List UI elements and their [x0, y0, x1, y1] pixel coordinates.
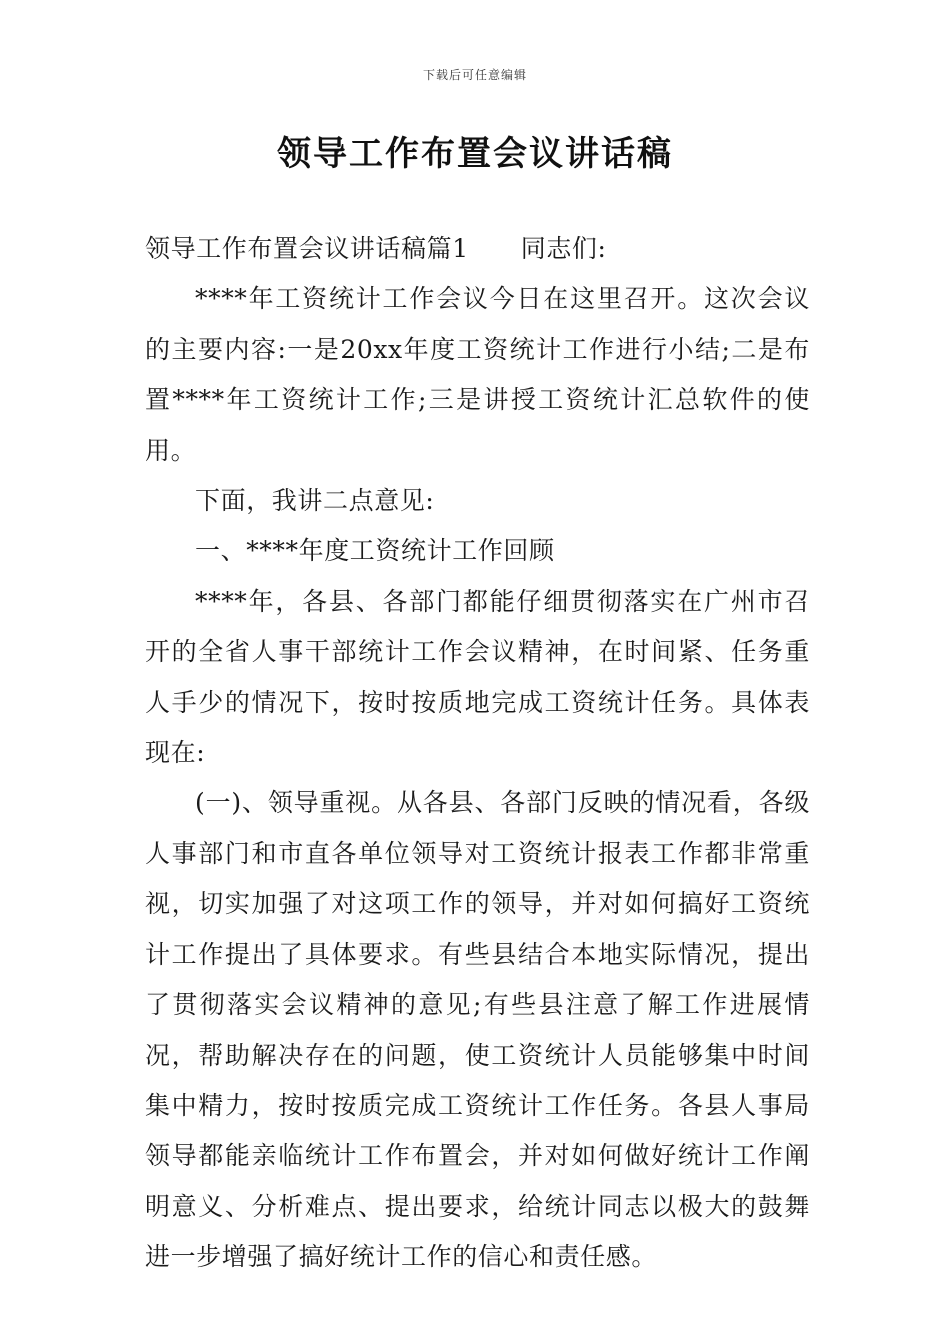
intro-line: [145, 224, 810, 274]
piece-title: 领导工作布置会议讲话稿篇1: [145, 234, 469, 263]
section-heading-review: 一、****年度工资统计工作回顾: [195, 536, 555, 566]
document-title: 领导工作布置会议讲话稿: [277, 134, 673, 174]
paragraph-leadership: (一)、领导重视。从各县、各部门反映的情况看，各级人事部门和市直各单位领导对工资统计报表工作都非常重视，切实加强了对这项工作的领导，并对如何搞好工资统计工作提出了具体要求。有些县结合本地实际情况，提出了贯彻落实会议精神的意见;有些县注意了解工作进展情况，帮助解决存在的问题，使工资统计人员能够集中时间集中精力，按时按质完成工资统计工作任务。各县人事局领导都能亲临统计工作布置会，并对如何做好统计工作阐明意义、分析难点、提出要求，给统计同志以极大的鼓舞进一步增强了搞好统计工作的信心和责任感。: [145, 788, 810, 1272]
paragraph-review-summary: ****年，各县、各部门都能仔细贯彻落实在广州市召开的全省人事干部统计工作会议精神，在时间紧、任务重人手少的情况下，按时按质地完成工资统计任务。具体表现在:: [145, 586, 810, 768]
paragraph-opinions-intro: 下面，我讲二点意见:: [195, 486, 435, 516]
header-note: 下载后可任意编辑: [422, 68, 527, 82]
paragraph-meeting-intro: ****年工资统计工作会议今日在这里召开。这次会议的主要内容:一是20xx年度工资统计工作进行小结;二是布置****年工资统计工作;三是讲授工资统计汇总软件的使用。: [145, 284, 810, 465]
document-body: [145, 224, 810, 1283]
salutation: 同志们:: [520, 234, 607, 263]
